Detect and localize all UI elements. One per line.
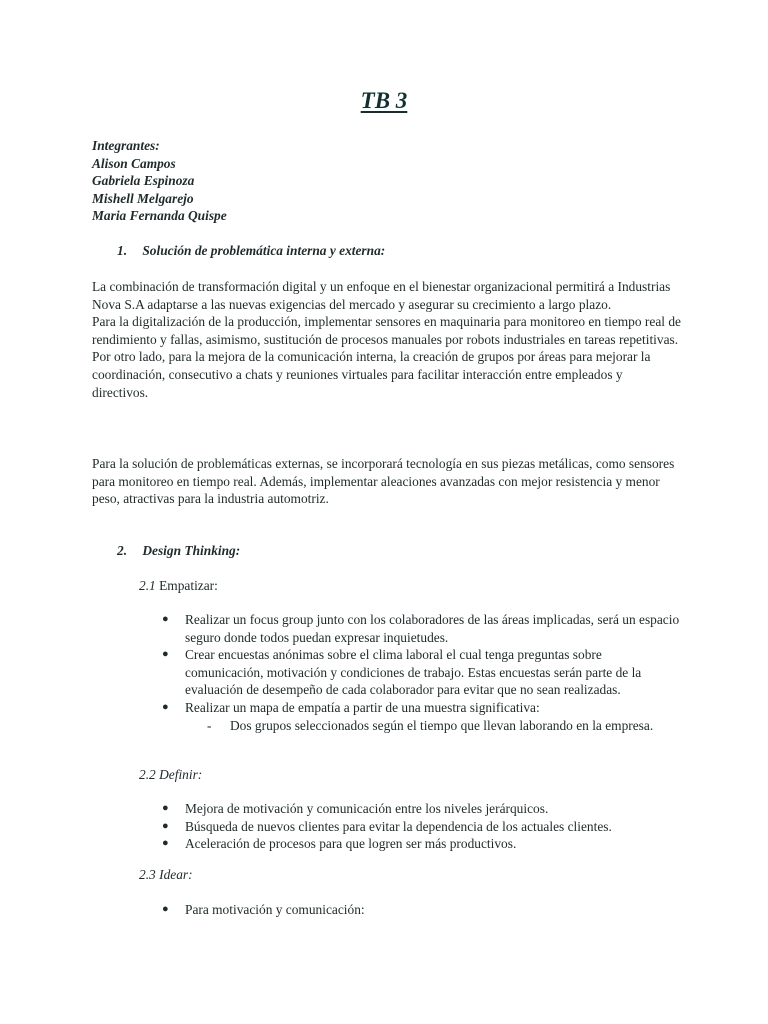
bullet-icon: ● xyxy=(162,819,169,832)
member-name: Alison Campos xyxy=(92,155,176,171)
paragraph: Para la digitalización de la producción, implementar sensores en maquinaria para monitoreo en tiempo real de rendimiento y fallas, asimismo, sustitución de procesos manuales por robots industriales en tareas repetitivas. xyxy=(92,314,681,347)
list-item: ● Aceleración de procesos para que logren ser más productivos. xyxy=(162,836,517,852)
subsection-idear-heading xyxy=(139,867,193,883)
subsection-label: Definir: xyxy=(159,767,203,782)
list-item: ● Para motivación y comunicación: xyxy=(162,902,365,917)
subsection-label: Idear: xyxy=(159,867,193,882)
document-title: TB 3 xyxy=(360,88,408,113)
bullet-icon: ● xyxy=(162,903,169,915)
list-item: ● Crear encuestas anónimas sobre el clima laboral el cual tenga preguntas sobre comunicación, motivación y condiciones de trabajo. Estas encuestas serán parte de la evaluación de desempeño de cada colaborador para evitar que no sean realizadas. xyxy=(162,647,642,698)
member-name: Gabriela Espinoza xyxy=(92,173,195,189)
member-name: Maria Fernanda Quispe xyxy=(92,208,227,224)
list-item: ● Búsqueda de nuevos clientes para evitar la dependencia de los actuales clientes. xyxy=(162,818,612,834)
bullet-icon: ● xyxy=(162,613,169,625)
section-2-heading xyxy=(117,543,240,559)
definir-list xyxy=(160,800,680,853)
members-label: Integrantes: xyxy=(92,138,160,153)
list-item: ● Mejora de motivación y comunicación entre los niveles jerárquicos. xyxy=(162,801,549,816)
list-item: ● Realizar un mapa de empatía a partir de una muestra significativa: xyxy=(162,699,540,715)
section-1-body xyxy=(92,278,682,401)
members-list xyxy=(92,137,682,225)
list-item: ● Realizar un focus group junto con los colaboradores de las áreas implicadas, será un espacio seguro donde todos puedan expresar inquietudes. xyxy=(162,612,680,645)
bullet-icon: ● xyxy=(162,802,169,814)
subsection-empatizar-heading xyxy=(139,578,218,594)
section-2-number: 2. xyxy=(117,543,128,558)
member-name: Mishell Melgarejo xyxy=(92,190,194,206)
subsection-definir-heading xyxy=(139,767,202,783)
subsection-number: 2.1 xyxy=(139,578,156,593)
section-1-external xyxy=(92,455,682,508)
bullet-icon: ● xyxy=(162,837,169,850)
dash-icon: - xyxy=(207,717,212,733)
empatizar-list xyxy=(160,611,680,734)
section-1-heading xyxy=(117,243,385,259)
section-2-title: Design Thinking: xyxy=(142,543,241,558)
bullet-icon: ● xyxy=(162,700,169,713)
paragraph: La combinación de transformación digital y un enfoque en el bienestar organizacional permitirá a Industrias Nova S.A adaptarse a las nuevas exigencias del mercado y asegurar su crecimiento a largo plazo. xyxy=(92,279,671,312)
section-1-number: 1. xyxy=(117,243,128,258)
subsection-number: 2.2 xyxy=(139,767,156,782)
section-1-title: Solución de problemática interna y externa: xyxy=(142,243,386,258)
subsection-number: 2.3 xyxy=(139,867,156,882)
subsection-label: Empatizar: xyxy=(159,578,218,593)
bullet-icon: ● xyxy=(162,648,169,661)
paragraph: Para la solución de problemáticas externas, se incorporará tecnología en sus piezas metálicas, como sensores para monitoreo en tiempo real. Además, implementar aleaciones avanzadas con mejor resistencia y menor peso, atractivas para la industria automotriz. xyxy=(92,456,675,507)
idear-list xyxy=(160,901,680,919)
paragraph: Por otro lado, para la mejora de la comunicación interna, la creación de grupos por áreas para mejorar la coordinación, consecutivo a chats y reuniones virtuales para facilitar interacción entre empleados y directivos. xyxy=(92,349,651,400)
sub-list-item: - Dos grupos seleccionados según el tiempo que llevan laborando en la empresa. xyxy=(207,717,654,733)
